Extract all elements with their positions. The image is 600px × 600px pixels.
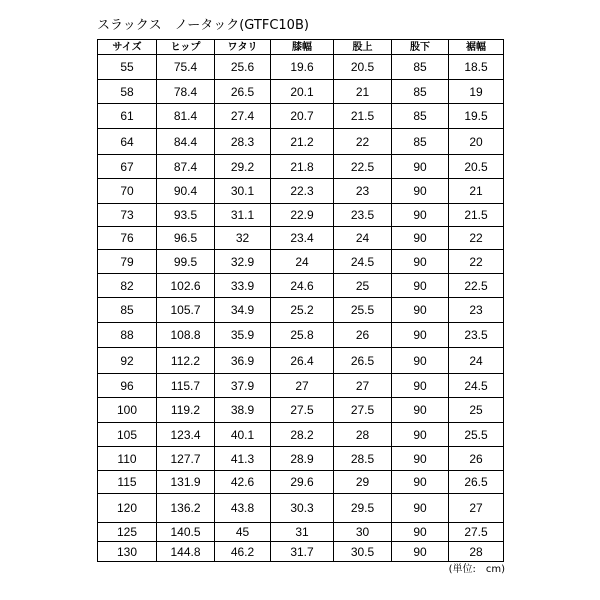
cell-size: 120 <box>98 494 157 523</box>
cell-rise: 25 <box>334 274 392 298</box>
cell-hip: 108.8 <box>157 323 215 348</box>
cell-knee-width: 24 <box>271 250 334 274</box>
cell-thigh: 46.2 <box>215 542 271 562</box>
table-row <box>98 398 504 423</box>
table-row <box>98 129 504 155</box>
cell-thigh: 43.8 <box>215 494 271 523</box>
cell-rise: 30 <box>334 523 392 542</box>
table-row <box>98 374 504 398</box>
cell-hip: 140.5 <box>157 523 215 542</box>
cell-knee-width: 25.2 <box>271 298 334 323</box>
cell-hem-width: 20 <box>449 129 504 155</box>
size-table <box>97 39 504 562</box>
cell-knee-width: 30.3 <box>271 494 334 523</box>
cell-inseam: 90 <box>392 274 449 298</box>
cell-hip: 119.2 <box>157 398 215 423</box>
cell-knee-width: 22.9 <box>271 204 334 227</box>
cell-rise: 20.5 <box>334 55 392 80</box>
cell-hem-width: 22 <box>449 227 504 250</box>
cell-inseam: 90 <box>392 423 449 447</box>
cell-hem-width: 19.5 <box>449 104 504 129</box>
cell-hem-width: 27 <box>449 494 504 523</box>
cell-knee-width: 22.3 <box>271 179 334 204</box>
cell-hip: 115.7 <box>157 374 215 398</box>
cell-knee-width: 31 <box>271 523 334 542</box>
cell-hip: 84.4 <box>157 129 215 155</box>
cell-hem-width: 27.5 <box>449 523 504 542</box>
cell-hip: 78.4 <box>157 80 215 104</box>
cell-rise: 24.5 <box>334 250 392 274</box>
cell-rise: 26.5 <box>334 348 392 374</box>
cell-inseam: 90 <box>392 204 449 227</box>
cell-hip: 81.4 <box>157 104 215 129</box>
cell-rise: 26 <box>334 323 392 348</box>
cell-hip: 123.4 <box>157 423 215 447</box>
cell-thigh: 27.4 <box>215 104 271 129</box>
cell-hem-width: 18.5 <box>449 55 504 80</box>
cell-inseam: 90 <box>392 179 449 204</box>
cell-rise: 23.5 <box>334 204 392 227</box>
cell-knee-width: 28.2 <box>271 423 334 447</box>
table-row <box>98 494 504 523</box>
cell-hip: 144.8 <box>157 542 215 562</box>
cell-knee-width: 29.6 <box>271 471 334 494</box>
table-row <box>98 348 504 374</box>
cell-thigh: 42.6 <box>215 471 271 494</box>
cell-inseam: 85 <box>392 104 449 129</box>
table-row <box>98 155 504 179</box>
cell-inseam: 90 <box>392 227 449 250</box>
table-row <box>98 423 504 447</box>
cell-size: 85 <box>98 298 157 323</box>
cell-hem-width: 22 <box>449 250 504 274</box>
cell-hem-width: 23.5 <box>449 323 504 348</box>
cell-size: 82 <box>98 274 157 298</box>
cell-size: 79 <box>98 250 157 274</box>
cell-size: 70 <box>98 179 157 204</box>
cell-rise: 27 <box>334 374 392 398</box>
cell-thigh: 28.3 <box>215 129 271 155</box>
cell-inseam: 90 <box>392 155 449 179</box>
cell-thigh: 34.9 <box>215 298 271 323</box>
cell-inseam: 90 <box>392 348 449 374</box>
cell-inseam: 85 <box>392 55 449 80</box>
cell-thigh: 29.2 <box>215 155 271 179</box>
cell-knee-width: 21.8 <box>271 155 334 179</box>
cell-inseam: 85 <box>392 129 449 155</box>
cell-thigh: 26.5 <box>215 80 271 104</box>
cell-knee-width: 20.1 <box>271 80 334 104</box>
cell-knee-width: 24.6 <box>271 274 334 298</box>
header-hip: ヒップ <box>157 40 215 55</box>
table-row <box>98 55 504 80</box>
unit-note: (単位: cm) <box>448 564 505 575</box>
cell-rise: 25.5 <box>334 298 392 323</box>
header-size: サイズ <box>98 40 157 55</box>
cell-size: 115 <box>98 471 157 494</box>
cell-inseam: 90 <box>392 471 449 494</box>
cell-size: 92 <box>98 348 157 374</box>
header-inseam: 股下 <box>392 40 449 55</box>
cell-hem-width: 25 <box>449 398 504 423</box>
cell-inseam: 90 <box>392 250 449 274</box>
cell-size: 96 <box>98 374 157 398</box>
cell-rise: 22 <box>334 129 392 155</box>
cell-hem-width: 26.5 <box>449 471 504 494</box>
cell-inseam: 90 <box>392 523 449 542</box>
cell-hip: 112.2 <box>157 348 215 374</box>
table-row <box>98 523 504 542</box>
table-row <box>98 298 504 323</box>
cell-hip: 75.4 <box>157 55 215 80</box>
cell-size: 88 <box>98 323 157 348</box>
cell-size: 55 <box>98 55 157 80</box>
cell-knee-width: 27 <box>271 374 334 398</box>
cell-size: 76 <box>98 227 157 250</box>
cell-inseam: 90 <box>392 374 449 398</box>
cell-thigh: 32 <box>215 227 271 250</box>
cell-size: 130 <box>98 542 157 562</box>
cell-size: 61 <box>98 104 157 129</box>
cell-hip: 93.5 <box>157 204 215 227</box>
cell-knee-width: 23.4 <box>271 227 334 250</box>
cell-thigh: 45 <box>215 523 271 542</box>
table-row <box>98 104 504 129</box>
cell-thigh: 35.9 <box>215 323 271 348</box>
table-row <box>98 542 504 562</box>
cell-hip: 127.7 <box>157 447 215 471</box>
table-row <box>98 250 504 274</box>
cell-hip: 96.5 <box>157 227 215 250</box>
cell-thigh: 37.9 <box>215 374 271 398</box>
cell-hem-width: 24.5 <box>449 374 504 398</box>
cell-rise: 23 <box>334 179 392 204</box>
cell-rise: 21 <box>334 80 392 104</box>
cell-rise: 28.5 <box>334 447 392 471</box>
cell-inseam: 90 <box>392 494 449 523</box>
cell-size: 105 <box>98 423 157 447</box>
cell-hem-width: 21.5 <box>449 204 504 227</box>
table-row <box>98 80 504 104</box>
cell-hem-width: 19 <box>449 80 504 104</box>
cell-rise: 30.5 <box>334 542 392 562</box>
cell-hip: 87.4 <box>157 155 215 179</box>
cell-thigh: 33.9 <box>215 274 271 298</box>
cell-rise: 22.5 <box>334 155 392 179</box>
table-header-row <box>98 40 504 55</box>
cell-hem-width: 21 <box>449 179 504 204</box>
cell-inseam: 90 <box>392 447 449 471</box>
cell-thigh: 40.1 <box>215 423 271 447</box>
cell-size: 125 <box>98 523 157 542</box>
table-row <box>98 179 504 204</box>
table-row <box>98 274 504 298</box>
cell-hip: 99.5 <box>157 250 215 274</box>
cell-thigh: 25.6 <box>215 55 271 80</box>
cell-thigh: 38.9 <box>215 398 271 423</box>
cell-rise: 28 <box>334 423 392 447</box>
cell-hip: 136.2 <box>157 494 215 523</box>
cell-hip: 102.6 <box>157 274 215 298</box>
cell-inseam: 90 <box>392 398 449 423</box>
cell-knee-width: 20.7 <box>271 104 334 129</box>
cell-rise: 24 <box>334 227 392 250</box>
cell-knee-width: 26.4 <box>271 348 334 374</box>
cell-rise: 27.5 <box>334 398 392 423</box>
cell-thigh: 30.1 <box>215 179 271 204</box>
cell-thigh: 36.9 <box>215 348 271 374</box>
cell-hem-width: 23 <box>449 298 504 323</box>
cell-knee-width: 19.6 <box>271 55 334 80</box>
cell-knee-width: 31.7 <box>271 542 334 562</box>
cell-hem-width: 25.5 <box>449 423 504 447</box>
cell-thigh: 31.1 <box>215 204 271 227</box>
cell-hip: 90.4 <box>157 179 215 204</box>
cell-size: 110 <box>98 447 157 471</box>
cell-knee-width: 27.5 <box>271 398 334 423</box>
table-row <box>98 447 504 471</box>
cell-size: 64 <box>98 129 157 155</box>
cell-rise: 21.5 <box>334 104 392 129</box>
cell-size: 58 <box>98 80 157 104</box>
cell-hem-width: 26 <box>449 447 504 471</box>
cell-size: 100 <box>98 398 157 423</box>
cell-knee-width: 25.8 <box>271 323 334 348</box>
cell-hem-width: 20.5 <box>449 155 504 179</box>
cell-thigh: 32.9 <box>215 250 271 274</box>
cell-knee-width: 28.9 <box>271 447 334 471</box>
table-row <box>98 471 504 494</box>
cell-hem-width: 24 <box>449 348 504 374</box>
cell-hem-width: 28 <box>449 542 504 562</box>
table-row <box>98 227 504 250</box>
cell-hip: 105.7 <box>157 298 215 323</box>
page-title: スラックス ノータック(GTFC10B) <box>97 18 309 33</box>
cell-knee-width: 21.2 <box>271 129 334 155</box>
header-thigh: ワタリ <box>215 40 271 55</box>
cell-inseam: 90 <box>392 542 449 562</box>
table-row <box>98 323 504 348</box>
cell-rise: 29.5 <box>334 494 392 523</box>
cell-size: 67 <box>98 155 157 179</box>
cell-thigh: 41.3 <box>215 447 271 471</box>
cell-inseam: 85 <box>392 80 449 104</box>
cell-size: 73 <box>98 204 157 227</box>
header-knee-width: 膝幅 <box>271 40 334 55</box>
header-hem-width: 裾幅 <box>449 40 504 55</box>
cell-hip: 131.9 <box>157 471 215 494</box>
cell-hem-width: 22.5 <box>449 274 504 298</box>
table-row <box>98 204 504 227</box>
header-rise: 股上 <box>334 40 392 55</box>
cell-rise: 29 <box>334 471 392 494</box>
cell-inseam: 90 <box>392 298 449 323</box>
cell-inseam: 90 <box>392 323 449 348</box>
